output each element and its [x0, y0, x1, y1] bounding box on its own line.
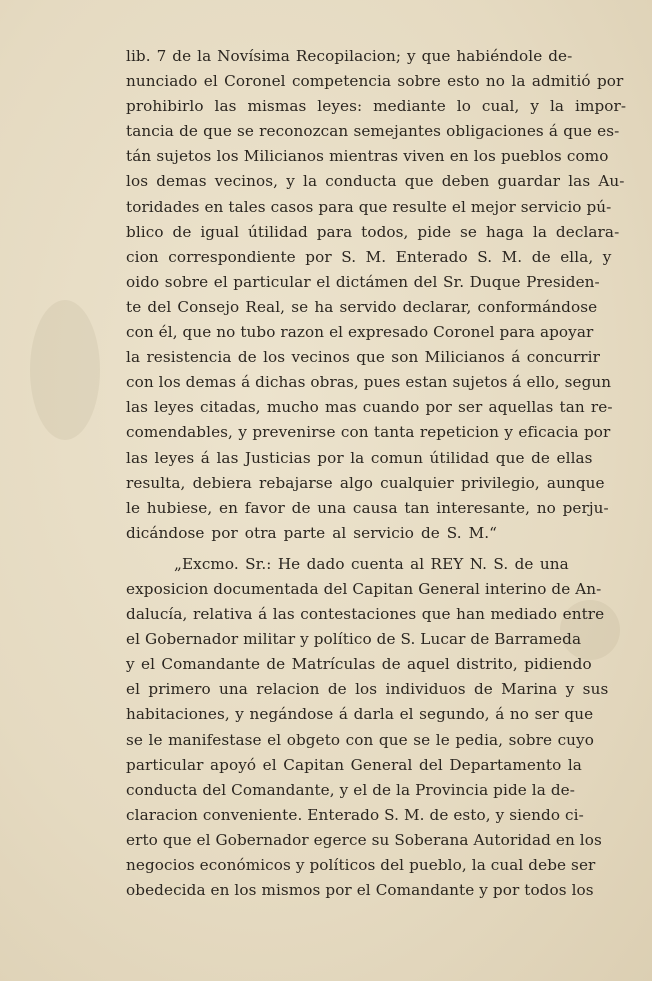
- text-line: tán sujetos los Milicianos mientras viven en los pueblos como: [126, 147, 609, 166]
- text-line: prohibirlo las mismas leyes: mediante lo cual, y la impor-: [126, 97, 627, 116]
- text-line: comendables, y prevenirse con tanta repeticion y eficacia por: [126, 423, 611, 442]
- text-line: claracion conveniente. Enterado S. M. de esto, y siendo ci-: [126, 805, 584, 824]
- text-line: el Gobernador militar y político de S. Lucar de Barrameda: [126, 630, 582, 649]
- text-line: resulta, debiera rebajarse algo cualquier privilegio, aunque: [126, 473, 605, 492]
- text-line: lib. 7 de la Novísima Recopilacion; y que habiéndole de-: [126, 47, 573, 65]
- text-block: [126, 44, 650, 903]
- text-line: toridades en tales casos para que resulte el mejor servicio pú-: [126, 197, 612, 216]
- text-line: con los demas á dichas obras, pues estan sujetos á ello, segun: [126, 373, 612, 392]
- text-line: el primero una relacion de los individuos de Marina y sus: [126, 680, 609, 699]
- text-line: y el Comandante de Matrículas de aquel distrito, pidiendo: [126, 655, 592, 674]
- text-line: habitaciones, y negándose á darla el segundo, á no ser que: [126, 705, 594, 724]
- text-line: blico de igual útilidad para todos, pide se haga la declara-: [126, 222, 620, 241]
- text-line: conducta del Comandante, y el de la Provincia pide la de-: [126, 780, 575, 799]
- text-line: con él, que no tubo razon el expresado Coronel para apoyar: [126, 323, 594, 342]
- text-line: particular apoyó el Capitan General del Departamento la: [126, 755, 582, 774]
- paragraph-2: [126, 552, 650, 903]
- text-line: exposicion documentada del Capitan General interino de An-: [126, 579, 602, 598]
- text-line: „Excmo. Sr.: He dado cuenta al REY N. S. de una: [174, 554, 569, 573]
- text-line: negocios económicos y políticos del pueblo, la cual debe ser: [126, 856, 596, 874]
- text-line: oido sobre el particular el dictámen del Sr. Duque Presiden-: [126, 272, 600, 291]
- paragraph-1: [126, 44, 650, 546]
- text-line: cion correspondiente por S. M. Enterado S. M. de ella, y: [126, 247, 612, 266]
- text-line: dicándose por otra parte al servicio de S. M.“: [126, 523, 498, 542]
- text-line: las leyes citadas, mucho mas cuando por ser aquellas tan re-: [126, 398, 613, 417]
- text-line: le hubiese, en favor de una causa tan interesante, no perju-: [126, 498, 609, 517]
- text-line: te del Consejo Real, se ha servido declarar, conformándose: [126, 297, 598, 316]
- text-line: tancia de que se reconozcan semejantes obligaciones á que es-: [126, 122, 620, 141]
- text-line: se le manifestase el obgeto con que se le pedia, sobre cuyo: [126, 730, 594, 749]
- text-line: dalucía, relativa á las contestaciones que han mediado entre: [126, 605, 605, 624]
- paper-stain: [30, 300, 100, 440]
- text-line: las leyes á las Justicias por la comun útilidad que de ellas: [126, 448, 593, 467]
- text-line: nunciado el Coronel competencia sobre esto no la admitió por: [126, 72, 624, 91]
- text-line: obedecida en los mismos por el Comandante y por todos los: [126, 881, 594, 900]
- text-line: la resistencia de los vecinos que son Milicianos á concurrir: [126, 348, 600, 367]
- text-line: los demas vecinos, y la conducta que deben guardar las Au-: [126, 172, 625, 191]
- text-line: erto que el Gobernador egerce su Soberana Autoridad en los: [126, 830, 602, 849]
